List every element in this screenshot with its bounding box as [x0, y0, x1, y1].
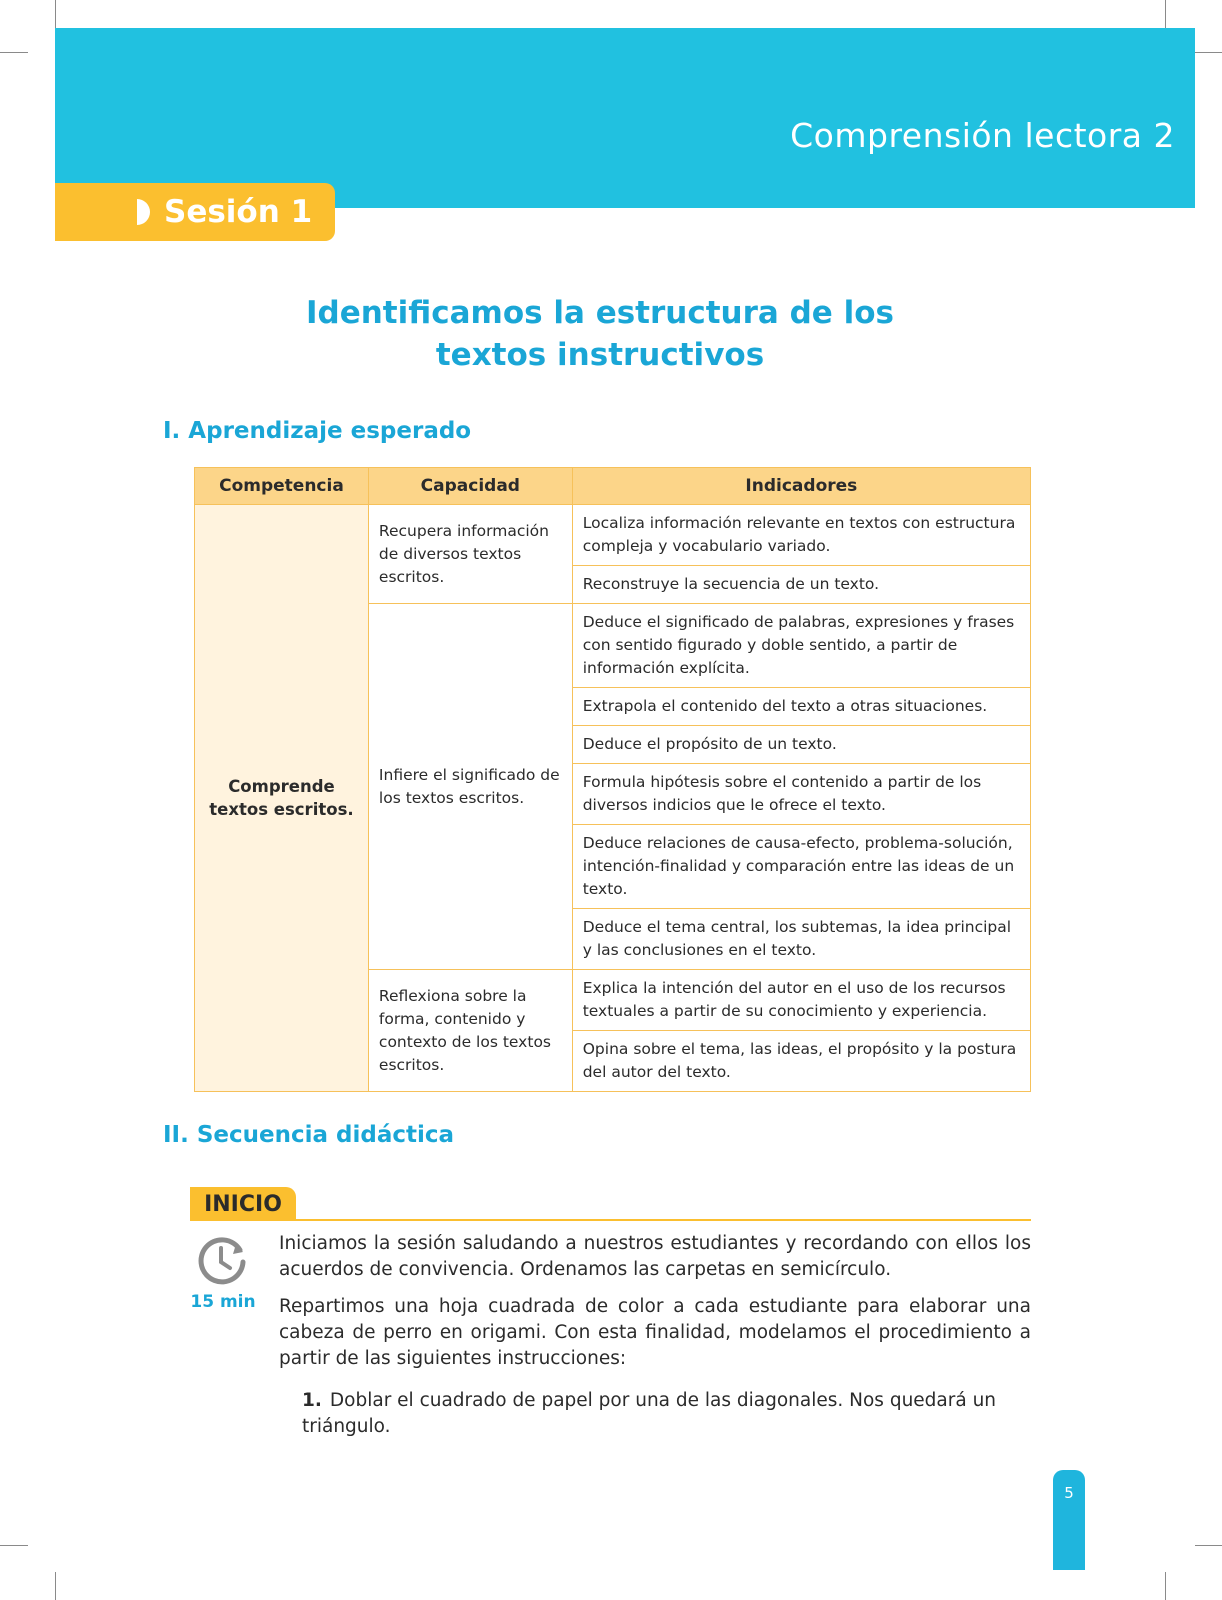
competencia-cell: Comprende textos escritos. — [195, 505, 369, 1092]
session-label: Sesión 1 — [164, 194, 313, 230]
inicio-divider — [190, 1219, 1031, 1221]
section-heading-secuencia: II. Secuencia didáctica — [163, 1122, 455, 1148]
page-number-tab — [1053, 1470, 1085, 1570]
column-header: Competencia — [195, 468, 369, 505]
page-title-line: textos instructivos — [435, 337, 765, 373]
inicio-tab: INICIO — [190, 1187, 296, 1221]
crop-mark — [1195, 1545, 1222, 1546]
crop-mark — [0, 1545, 28, 1546]
session-tab — [55, 183, 335, 241]
page-number: 5 — [1064, 1484, 1074, 1502]
indicador-cell: Explica la intención del autor en el uso de los recursos textuales a partir de su conocimiento y experiencia. — [572, 970, 1030, 1031]
indicador-cell: Extrapola el contenido del texto a otras situaciones. — [572, 688, 1030, 726]
crop-mark — [0, 52, 28, 53]
instruction-step — [302, 1388, 1042, 1440]
clock-icon — [196, 1234, 248, 1286]
crop-mark — [55, 0, 56, 28]
capacidad-cell: Reflexiona sobre la forma, contenido y contexto de los textos escritos. — [368, 970, 572, 1092]
table-row — [195, 505, 1031, 566]
column-header: Capacidad — [368, 468, 572, 505]
section-heading-aprendizaje: I. Aprendizaje esperado — [163, 418, 472, 444]
crop-mark — [55, 1572, 56, 1600]
indicador-cell: Deduce el tema central, los subtemas, la idea principal y las conclusiones en el texto. — [572, 909, 1030, 970]
capacidad-cell: Infiere el significado de los textos escritos. — [368, 604, 572, 970]
session-marker-icon — [137, 199, 150, 225]
crop-mark — [1165, 0, 1166, 28]
indicador-cell: Deduce relaciones de causa-efecto, problema-solución, intención-finalidad y comparación entre las ideas de un texto. — [572, 825, 1030, 909]
inicio-paragraph: Repartimos una hoja cuadrada de color a cada estudiante para elaborar una cabeza de perro en origami. Con esta finalidad, modelamos el procedimiento a partir de las siguientes instrucciones: — [279, 1296, 1031, 1369]
table-header-row — [195, 468, 1031, 505]
inicio-paragraph: Iniciamos la sesión saludando a nuestros estudiantes y recordando con ellos los acuerdos de convivencia. Ordenamos las carpetas en semicírculo. — [279, 1233, 1031, 1280]
learning-table — [194, 467, 1031, 1092]
book-title: Comprensión lectora 2 — [790, 116, 1175, 155]
header-band — [55, 28, 1195, 208]
indicador-cell: Opina sobre el tema, las ideas, el propósito y la postura del autor del texto. — [572, 1031, 1030, 1092]
indicador-cell: Reconstruye la secuencia de un texto. — [572, 566, 1030, 604]
step-number: 1. — [302, 1390, 322, 1411]
page-title-line: Identificamos la estructura de los — [305, 295, 895, 331]
page-title — [160, 292, 1040, 376]
indicador-cell: Localiza información relevante en textos con estructura compleja y vocabulario variado. — [572, 505, 1030, 566]
indicador-cell: Formula hipótesis sobre el contenido a partir de los diversos indicios que le ofrece el texto. — [572, 764, 1030, 825]
crop-mark — [1195, 52, 1222, 53]
duration-label: 15 min — [190, 1292, 256, 1312]
step-text: Doblar el cuadrado de papel por una de las diagonales. Nos quedará un triángulo. — [302, 1390, 997, 1437]
indicador-cell: Deduce el propósito de un texto. — [572, 726, 1030, 764]
crop-mark — [1165, 1572, 1166, 1600]
capacidad-cell: Recupera información de diversos textos escritos. — [368, 505, 572, 604]
column-header: Indicadores — [572, 468, 1030, 505]
indicador-cell: Deduce el significado de palabras, expresiones y frases con sentido figurado y doble sentido, a partir de información explícita. — [572, 604, 1030, 688]
